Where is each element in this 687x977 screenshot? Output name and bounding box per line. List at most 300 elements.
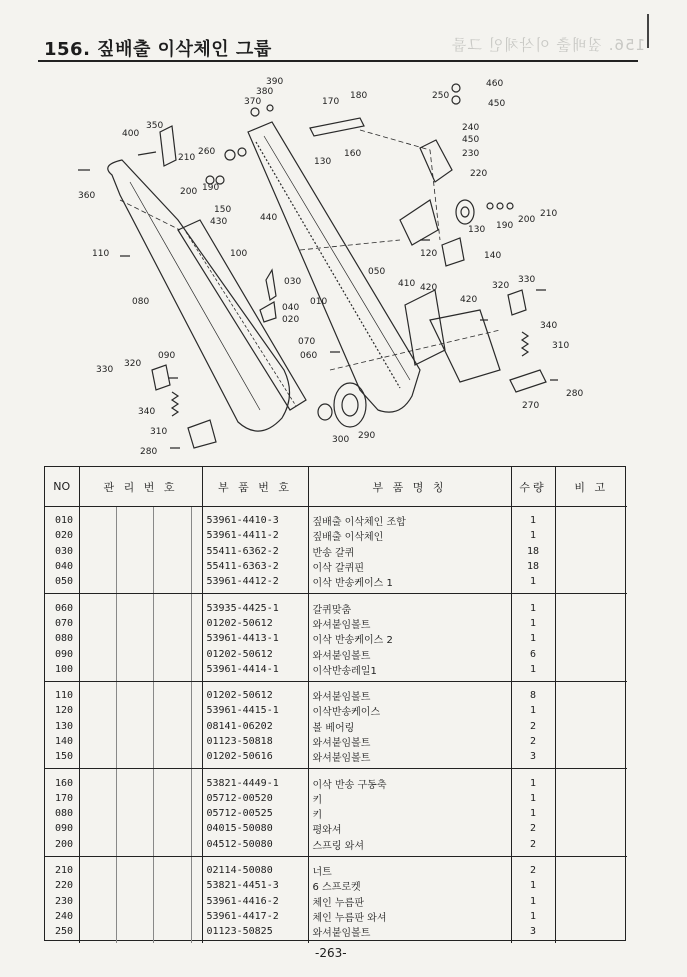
row-no: 120 xyxy=(55,705,74,717)
mgmt-cell xyxy=(116,894,153,909)
part-number: 04015-50080 xyxy=(202,821,308,836)
part-name: 이삭 반송케이스 1 xyxy=(308,574,511,594)
mgmt-cell xyxy=(116,662,153,682)
note xyxy=(555,594,627,616)
note xyxy=(555,791,627,806)
row-no: 160 xyxy=(55,777,74,789)
mgmt-cell xyxy=(191,734,202,749)
part-name: 6 스프로켓 xyxy=(308,878,511,893)
callout: 270 xyxy=(522,401,540,411)
callout: 200 xyxy=(518,215,536,225)
note xyxy=(555,909,627,924)
part-number: 01202-50612 xyxy=(202,646,308,661)
mgmt-cell xyxy=(191,594,202,616)
row-no: 070 xyxy=(55,617,74,629)
mgmt-cell xyxy=(153,837,191,857)
header-note: 비 고 xyxy=(555,467,627,507)
mgmt-cell xyxy=(79,616,116,631)
callout: 130 xyxy=(468,225,486,235)
row-no: 030 xyxy=(55,545,74,557)
table-row xyxy=(45,594,627,616)
mgmt-cell xyxy=(116,594,153,616)
part-number: 53935-4425-1 xyxy=(202,594,308,616)
part-name: 와셔붙임볼트 xyxy=(308,924,511,943)
note xyxy=(555,878,627,893)
callout: 340 xyxy=(540,321,558,331)
header-part-no: 부 품 번 호 xyxy=(202,467,308,507)
callout: 140 xyxy=(484,251,502,261)
mgmt-cell xyxy=(191,837,202,857)
table-row xyxy=(45,924,627,943)
mgmt-cell xyxy=(191,681,202,703)
mgmt-cell xyxy=(116,616,153,631)
mgmt-cell xyxy=(153,791,191,806)
mgmt-cell xyxy=(79,719,116,734)
callout: 440 xyxy=(260,213,278,223)
quantity: 6 xyxy=(511,646,555,661)
quantity: 1 xyxy=(511,894,555,909)
callout: 360 xyxy=(78,191,96,201)
mgmt-cell xyxy=(79,909,116,924)
mgmt-cell xyxy=(79,703,116,718)
callout: 310 xyxy=(552,341,570,351)
mgmt-cell xyxy=(153,631,191,646)
part-number: 53961-4410-3 xyxy=(202,507,308,529)
quantity: 2 xyxy=(511,719,555,734)
note xyxy=(555,749,627,769)
mgmt-cell xyxy=(116,878,153,893)
parts-table xyxy=(45,467,627,943)
mgmt-cell xyxy=(79,681,116,703)
mgmt-cell xyxy=(191,749,202,769)
quantity: 1 xyxy=(511,631,555,646)
mgmt-cell xyxy=(116,703,153,718)
row-no: 090 xyxy=(55,648,74,660)
mgmt-cell xyxy=(79,507,116,529)
callout: 100 xyxy=(230,249,248,259)
callout: 450 xyxy=(462,135,480,145)
part-name: 키 xyxy=(308,791,511,806)
mgmt-cell xyxy=(191,703,202,718)
table-row xyxy=(45,646,627,661)
callout: 430 xyxy=(210,217,228,227)
quantity: 1 xyxy=(511,878,555,893)
callout: 160 xyxy=(344,149,362,159)
callout: 230 xyxy=(462,149,480,159)
callout: 260 xyxy=(198,147,216,157)
mgmt-cell xyxy=(153,507,191,529)
mgmt-cell xyxy=(153,894,191,909)
mgmt-cell xyxy=(116,544,153,559)
page-number: -263- xyxy=(315,946,347,960)
mgmt-cell xyxy=(116,631,153,646)
mgmt-cell xyxy=(79,878,116,893)
mgmt-cell xyxy=(191,791,202,806)
quantity: 1 xyxy=(511,791,555,806)
part-name: 체인 누름판 xyxy=(308,894,511,909)
quantity: 1 xyxy=(511,507,555,529)
row-no: 080 xyxy=(55,808,74,820)
quantity: 1 xyxy=(511,528,555,543)
mgmt-cell xyxy=(116,909,153,924)
part-number: 02114-50080 xyxy=(202,856,308,878)
note xyxy=(555,806,627,821)
row-no: 060 xyxy=(55,602,74,614)
row-no: 230 xyxy=(55,895,74,907)
mgmt-cell xyxy=(191,528,202,543)
mgmt-cell xyxy=(191,894,202,909)
part-name: 와셔붙임볼트 xyxy=(308,616,511,631)
table-row xyxy=(45,909,627,924)
part-name: 체인 누름판 와셔 xyxy=(308,909,511,924)
part-name: 이삭 갈퀴핀 xyxy=(308,559,511,574)
part-name: 와셔붙임볼트 xyxy=(308,749,511,769)
mgmt-cell xyxy=(153,821,191,836)
callout: 300 xyxy=(332,435,350,445)
part-name: 이삭반송레일1 xyxy=(308,662,511,682)
callout: 070 xyxy=(298,337,316,347)
part-number: 01123-50825 xyxy=(202,924,308,943)
mgmt-cell xyxy=(191,559,202,574)
mgmt-cell xyxy=(153,769,191,791)
mgmt-cell xyxy=(153,856,191,878)
mgmt-cell xyxy=(153,616,191,631)
parts-table-body xyxy=(45,507,627,944)
part-number: 01202-50616 xyxy=(202,749,308,769)
part-name: 와셔붙임볼트 xyxy=(308,681,511,703)
table-row xyxy=(45,631,627,646)
scan-edge-mark xyxy=(647,14,649,48)
mgmt-cell xyxy=(116,559,153,574)
callout: 150 xyxy=(214,205,232,215)
table-row xyxy=(45,559,627,574)
note xyxy=(555,837,627,857)
note xyxy=(555,646,627,661)
mgmt-cell xyxy=(79,528,116,543)
callout: 060 xyxy=(300,351,318,361)
row-no: 220 xyxy=(55,880,74,892)
mgmt-cell xyxy=(79,631,116,646)
part-number: 05712-00520 xyxy=(202,791,308,806)
mgmt-cell xyxy=(153,878,191,893)
spring-340-right xyxy=(522,332,528,356)
table-row xyxy=(45,703,627,718)
row-no: 150 xyxy=(45,749,79,769)
mgmt-cell xyxy=(79,559,116,574)
part-name: 갈퀴맞춤 xyxy=(308,594,511,616)
callout: 320 xyxy=(124,359,142,369)
part-name: 와셔붙임볼트 xyxy=(308,734,511,749)
note xyxy=(555,544,627,559)
callout: 320 xyxy=(492,281,510,291)
part-number: 01202-50612 xyxy=(202,616,308,631)
header-part-name: 부 품 명 칭 xyxy=(308,467,511,507)
mgmt-cell xyxy=(191,821,202,836)
row-no: 100 xyxy=(45,662,79,682)
quantity: 1 xyxy=(511,909,555,924)
mgmt-cell xyxy=(116,681,153,703)
note xyxy=(555,616,627,631)
mgmt-cell xyxy=(79,734,116,749)
page-title: 156. 짚배출 이삭체인 그룹 xyxy=(44,39,272,60)
exploded-parts-diagram xyxy=(60,70,640,465)
callout: 370 xyxy=(244,97,262,107)
quantity: 3 xyxy=(511,924,555,943)
note xyxy=(555,507,627,529)
mgmt-cell xyxy=(153,574,191,594)
mgmt-cell xyxy=(153,662,191,682)
quantity: 2 xyxy=(511,734,555,749)
callout: 400 xyxy=(122,129,140,139)
mgmt-cell xyxy=(79,806,116,821)
mgmt-cell xyxy=(191,769,202,791)
quantity: 2 xyxy=(511,821,555,836)
mgmt-cell xyxy=(191,616,202,631)
part-number: 08141-06202 xyxy=(202,719,308,734)
mgmt-cell xyxy=(79,574,116,594)
note xyxy=(555,769,627,791)
callout: 170 xyxy=(322,97,340,107)
part-name: 평와셔 xyxy=(308,821,511,836)
quantity: 1 xyxy=(511,594,555,616)
table-row xyxy=(45,734,627,749)
table-row xyxy=(45,806,627,821)
part-number: 53961-4411-2 xyxy=(202,528,308,543)
mgmt-cell xyxy=(79,856,116,878)
table-row xyxy=(45,791,627,806)
part-name: 키 xyxy=(308,806,511,821)
mgmt-cell xyxy=(116,791,153,806)
callout: 050 xyxy=(368,267,386,277)
table-row xyxy=(45,574,627,594)
mgmt-cell xyxy=(79,769,116,791)
note xyxy=(555,734,627,749)
mgmt-cell xyxy=(79,791,116,806)
collar-300 xyxy=(318,404,332,420)
mgmt-cell xyxy=(153,681,191,703)
note xyxy=(555,719,627,734)
table-row xyxy=(45,769,627,791)
row-no: 130 xyxy=(55,720,74,732)
callout: 030 xyxy=(284,277,302,287)
pulley-290 xyxy=(334,383,366,427)
callout: 420 xyxy=(420,283,438,293)
callout: 330 xyxy=(518,275,536,285)
shaft-160 xyxy=(310,118,364,136)
part-number: 53961-4416-2 xyxy=(202,894,308,909)
callout: 220 xyxy=(470,169,488,179)
mgmt-cell xyxy=(116,646,153,661)
callout: 310 xyxy=(150,427,168,437)
callout: 080 xyxy=(132,297,150,307)
note xyxy=(555,528,627,543)
callout: 240 xyxy=(462,123,480,133)
mgmt-cell xyxy=(153,703,191,718)
mgmt-cell xyxy=(153,749,191,769)
note xyxy=(555,631,627,646)
note xyxy=(555,856,627,878)
mgmt-cell xyxy=(153,528,191,543)
callout: 460 xyxy=(486,79,504,89)
header-no: NO xyxy=(45,467,79,507)
part-name: 이삭 반송케이스 2 xyxy=(308,631,511,646)
row-no: 080 xyxy=(55,633,74,645)
table-row xyxy=(45,894,627,909)
row-no: 210 xyxy=(55,865,74,877)
mgmt-cell xyxy=(79,662,116,682)
mgmt-cell xyxy=(191,544,202,559)
mgmt-cell xyxy=(191,806,202,821)
part-name: 이삭반송케이스 xyxy=(308,703,511,718)
part-name: 볼 베어링 xyxy=(308,719,511,734)
mgmt-cell xyxy=(153,559,191,574)
row-no: 200 xyxy=(45,837,79,857)
quantity: 1 xyxy=(511,616,555,631)
quantity: 1 xyxy=(511,806,555,821)
callout: 330 xyxy=(96,365,114,375)
table-row xyxy=(45,856,627,878)
quantity: 1 xyxy=(511,574,555,594)
rake-030 xyxy=(266,270,276,300)
table-row xyxy=(45,507,627,529)
part-name: 이삭 반송 구동축 xyxy=(308,769,511,791)
part-number: 05712-00525 xyxy=(202,806,308,821)
mgmt-cell xyxy=(191,631,202,646)
mgmt-cell xyxy=(116,856,153,878)
part-number: 53961-4414-1 xyxy=(202,662,308,682)
mgmt-cell xyxy=(153,924,191,943)
part-number: 01123-50818 xyxy=(202,734,308,749)
callout: 090 xyxy=(158,351,176,361)
quantity: 18 xyxy=(511,559,555,574)
callout: 180 xyxy=(350,91,368,101)
mgmt-cell xyxy=(116,769,153,791)
note xyxy=(555,821,627,836)
mgmt-cell xyxy=(79,924,116,943)
row-no: 140 xyxy=(55,736,74,747)
table-row xyxy=(45,878,627,893)
mgmt-cell xyxy=(116,821,153,836)
callout: 280 xyxy=(140,447,158,457)
part-number: 53821-4451-3 xyxy=(202,878,308,893)
callout: 040 xyxy=(282,303,300,313)
table-row xyxy=(45,821,627,836)
quantity: 3 xyxy=(511,749,555,769)
bracket-320-left xyxy=(152,365,170,390)
quantity: 2 xyxy=(511,856,555,878)
table-row xyxy=(45,749,627,769)
note xyxy=(555,703,627,718)
pin-400 xyxy=(138,152,156,155)
note xyxy=(555,681,627,703)
mgmt-cell xyxy=(116,719,153,734)
header-qty: 수량 xyxy=(511,467,555,507)
callout: 420 xyxy=(460,295,478,305)
mgmt-cell xyxy=(153,719,191,734)
mgmt-cell xyxy=(191,909,202,924)
callout: 190 xyxy=(496,221,514,231)
note xyxy=(555,924,627,943)
table-row xyxy=(45,837,627,857)
callout: 290 xyxy=(358,431,376,441)
mgmt-cell xyxy=(79,646,116,661)
part-name: 짚배출 이삭체인 조합 xyxy=(308,507,511,529)
callout: 210 xyxy=(178,153,196,163)
part-number: 53961-4417-2 xyxy=(202,909,308,924)
callout: 390 xyxy=(266,77,284,87)
mgmt-cell xyxy=(191,574,202,594)
mgmt-cell xyxy=(79,821,116,836)
bracket-120 xyxy=(400,200,438,245)
quantity: 1 xyxy=(511,662,555,682)
mgmt-cell xyxy=(191,878,202,893)
mgmt-cell xyxy=(191,646,202,661)
callout: 280 xyxy=(566,389,584,399)
part-number: 55411-6363-2 xyxy=(202,559,308,574)
mgmt-cell xyxy=(191,924,202,943)
chain-case-050 xyxy=(248,122,420,412)
table-row xyxy=(45,616,627,631)
chain-case-080 xyxy=(108,160,290,431)
table-row xyxy=(45,528,627,543)
header-mgmt-no: 관 리 번 호 xyxy=(79,467,202,507)
mgmt-cell xyxy=(153,544,191,559)
parts-table-frame xyxy=(44,466,626,941)
part-number: 01202-50612 xyxy=(202,681,308,703)
callout: 120 xyxy=(420,249,438,259)
table-header-row xyxy=(45,467,627,507)
mgmt-cell xyxy=(153,734,191,749)
callout: 350 xyxy=(146,121,164,131)
part-name: 스프링 와셔 xyxy=(308,837,511,857)
quantity: 1 xyxy=(511,703,555,718)
callout: 380 xyxy=(256,87,274,97)
callout: 130 xyxy=(314,157,332,167)
part-number: 55411-6362-2 xyxy=(202,544,308,559)
part-number: 53961-4412-2 xyxy=(202,574,308,594)
row-no: 040 xyxy=(55,561,74,573)
mgmt-cell xyxy=(79,594,116,616)
quantity: 18 xyxy=(511,544,555,559)
mgmt-cell xyxy=(79,544,116,559)
callout: 250 xyxy=(432,91,450,101)
part-number: 53821-4449-1 xyxy=(202,769,308,791)
title-underline xyxy=(38,60,638,62)
mgmt-cell xyxy=(116,507,153,529)
quantity: 1 xyxy=(511,769,555,791)
callout-labels xyxy=(78,77,583,457)
part-name: 반송 갈퀴 xyxy=(308,544,511,559)
mgmt-cell xyxy=(116,806,153,821)
table-row xyxy=(45,662,627,682)
mgmt-cell xyxy=(191,507,202,529)
plate-350 xyxy=(160,126,176,166)
callout: 410 xyxy=(398,279,416,289)
mgmt-cell xyxy=(153,909,191,924)
mgmt-cell xyxy=(116,734,153,749)
mgmt-cell xyxy=(191,719,202,734)
part-number: 53961-4413-1 xyxy=(202,631,308,646)
mgmt-cell xyxy=(153,806,191,821)
part-name: 와셔붙임볼트 xyxy=(308,646,511,661)
mgmt-cell xyxy=(79,749,116,769)
callout: 020 xyxy=(282,315,300,325)
callout: 340 xyxy=(138,407,156,417)
bleed-through-ghost-text: 156. 짚배출 이삭체인 그룹 xyxy=(450,36,645,54)
note xyxy=(555,574,627,594)
row-no: 170 xyxy=(55,792,74,804)
callout: 110 xyxy=(92,249,110,259)
